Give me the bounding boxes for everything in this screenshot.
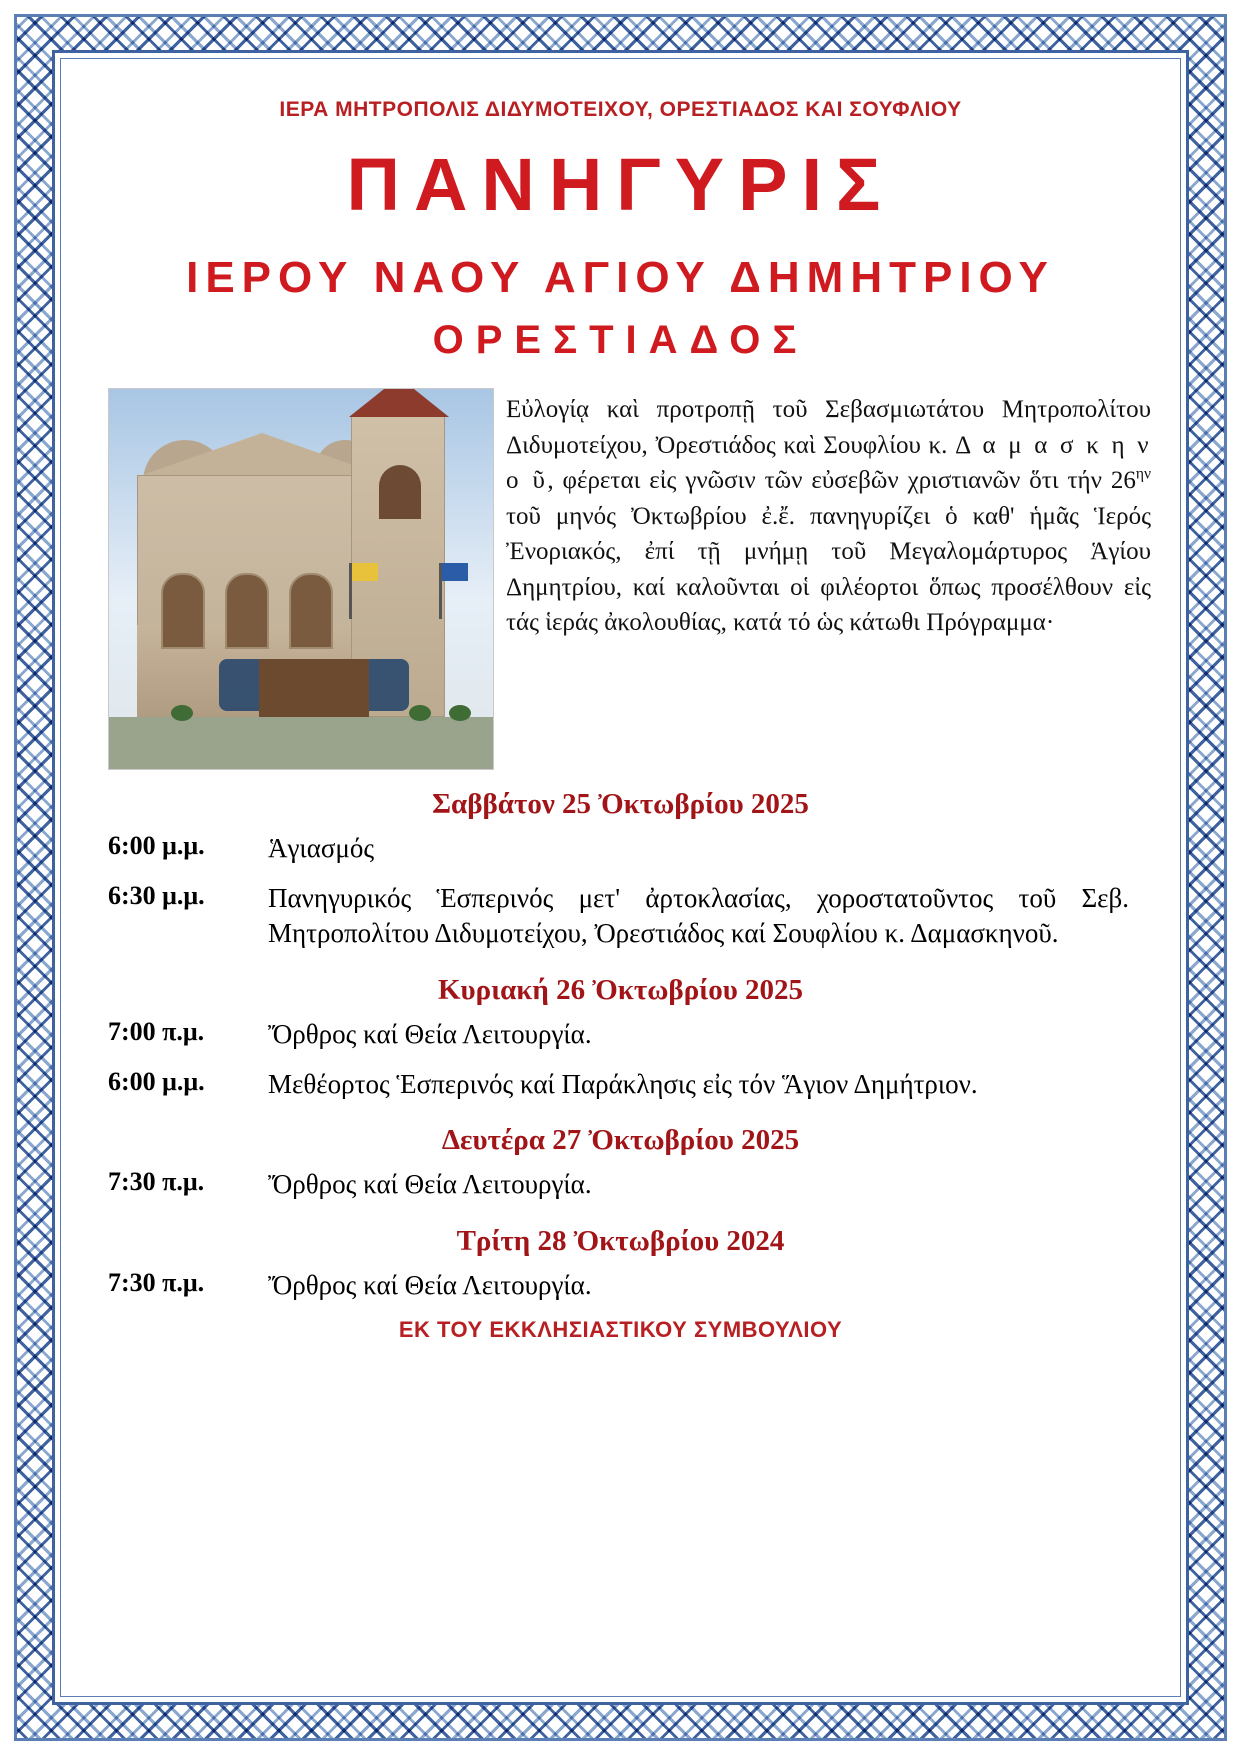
entry-time: 7:30 π.μ. [108, 1267, 205, 1297]
footer-signature: ΕΚ ΤΟΥ ΕΚΚΛΗΣΙΑΣΤΙΚΟΥ ΣΥΜΒΟΥΛΙΟΥ [398, 1317, 843, 1343]
photo-plant [171, 705, 193, 721]
entry-description: Ὄρθρος καί Θεία Λειτουργία. [268, 1169, 592, 1200]
intro-part-1: Εὐλογίᾳ καὶ προτροπῇ τοῦ Σεβασμιωτάτου Μητροπολίτου Διδυμοτείχου, Ὀρεστιάδος καὶ Σουφλίου κ. [506, 396, 1151, 459]
photo-arch [225, 573, 269, 649]
entry-description: Ὄρθρος καί Θεία Λειτουργία. [268, 1018, 592, 1049]
photo-flag [349, 563, 352, 619]
entry-time: 6:30 μ.μ. [108, 880, 205, 910]
photo-ground [109, 717, 493, 769]
intro-part-3: τοῦ μηνός Ὀκτωβρίου ἐ.ἔ. πανηγυρίζει ὁ καθ' ἡμᾶς Ἱερός Ἐνοριακός, ἐπί τῇ μνήμῃ τοῦ Μεγαλομάρτυρος Ἁγίου Δημητρίου, καί καλοῦνται οἱ φιλέορτοι ὅπως προσέλθουν εἰς τάς ἱεράς ἀκολουθίας, κατά τό ὡς κάτωθι Πρόγραμμα· [506, 502, 1151, 636]
programme-entry [72, 831, 1169, 867]
entry-time: 6:00 μ.μ. [108, 831, 205, 860]
photo-plant [409, 705, 431, 721]
photo-arch [289, 573, 333, 649]
page-title: ΠΑΝΗΓΥΡΙΣ [346, 143, 895, 226]
entry-description: Μεθέορτος Ἑσπερινός καί Παράκλησις εἰς τόν Ἅγιον Δημήτριον. [268, 1068, 978, 1099]
entry-description: Ἁγιασμός [268, 833, 375, 863]
day-heading: Δευτέρα 27 Ὀκτωβρίου 2025 [441, 1124, 800, 1157]
photo-tower-window [379, 465, 421, 519]
entry-time: 7:30 π.μ. [108, 1167, 205, 1197]
intro-row [72, 388, 1169, 770]
photo-door [259, 659, 369, 717]
photo-flag [439, 563, 442, 619]
intro-part-2: , φέρεται εἰς γνῶσιν τῶν εὐσεβῶν χριστιανῶν ὅτι τήν 26 [547, 467, 1136, 494]
entry-time: 7:00 π.μ. [108, 1016, 205, 1046]
programme-entry [72, 1017, 1169, 1053]
programme-entry [72, 881, 1169, 952]
photo-plant [449, 705, 471, 721]
programme-entry [72, 1167, 1169, 1203]
day-heading: Τρίτη 28 Ὀκτωβρίου 2024 [456, 1224, 785, 1257]
church-photo [108, 388, 494, 770]
metropolis-line: ΙΕΡΑ ΜΗΤΡΟΠΟΛΙΣ ΔΙΔΥΜΟΤΕΙΧΟΥ, ΟΡΕΣΤΙΑΔΟΣ ΚΑΙ ΣΟΥΦΛΙΟΥ [279, 98, 962, 121]
page-subtitle-city: ΟΡΕΣΤΙΑΔΟΣ [432, 318, 809, 362]
photo-gable [137, 433, 387, 477]
photo-wrap [72, 388, 492, 770]
programme-entry [72, 1268, 1169, 1304]
intro-paragraph [492, 392, 1169, 641]
poster-content [72, 70, 1169, 1685]
photo-arch [161, 573, 205, 649]
programme-entry [72, 1067, 1169, 1103]
day-heading: Κυριακή 26 Ὀκτωβρίου 2025 [437, 973, 804, 1006]
intro-ordinal: ην [1135, 465, 1151, 483]
bishop-name: Δ α μ α σ κ η ν ο ῦ [506, 431, 1152, 494]
page-subtitle-church: ΙΕΡΟΥ ΝΑΟΥ ΑΓΙΟΥ ΔΗΜΗΤΡΙΟΥ [186, 253, 1055, 302]
entry-description: Ὄρθρος καί Θεία Λειτουργία. [268, 1269, 592, 1300]
entry-time: 6:00 μ.μ. [108, 1066, 205, 1096]
photo-tower-roof [349, 388, 449, 417]
day-heading: Σαββάτον 25 Ὀκτωβρίου 2025 [432, 788, 809, 820]
entry-description: Πανηγυρικός Ἑσπερινός μετ' ἀρτοκλασίας, χοροστατοῦντος τοῦ Σεβ. Μητροπολίτου Διδυμοτείχου, Ὀρεστιάδος καί Σουφλίου κ. Δαμασκηνοῦ. [268, 882, 1129, 949]
